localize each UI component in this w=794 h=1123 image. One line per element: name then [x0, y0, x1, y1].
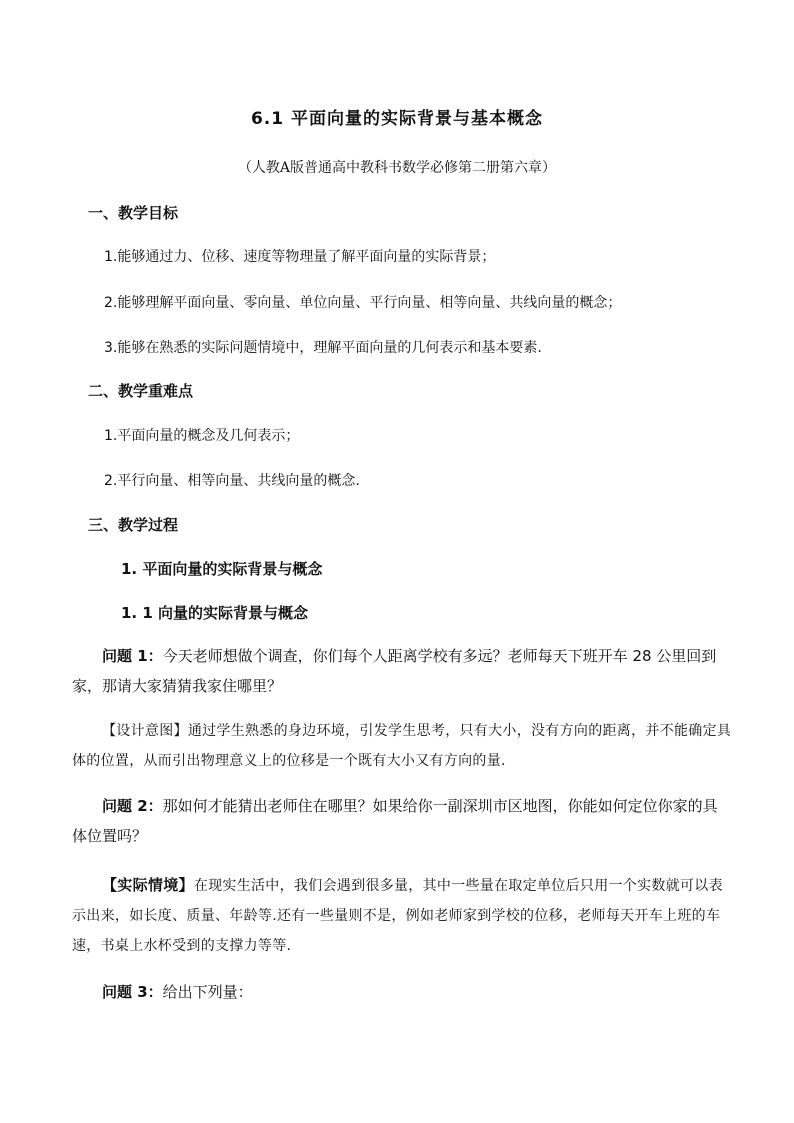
key-point-item-1: 1.平面向量的概念及几何表示； — [104, 428, 300, 444]
objective-item-3: 3.能够在熟悉的实际问题情境中，理解平面向量的几何表示和基本要素. — [104, 340, 542, 356]
page-subtitle: （人教A版普通高中教科书数学必修第二册第六章） — [237, 160, 557, 176]
design-intent-label: 【设计意图】 — [102, 723, 188, 739]
page-title: 6.1 平面向量的实际背景与基本概念 — [250, 109, 544, 129]
question-2-text: 那如何才能猜出老师住在哪里？如果给你一副深圳市区地图，你能如何定位你家的具体位置吗？ — [72, 797, 718, 845]
section-heading-objectives: 一、教学目标 — [88, 204, 179, 222]
question-3-paragraph — [72, 977, 732, 1007]
question-2-paragraph — [72, 791, 732, 851]
real-situation-paragraph — [72, 870, 732, 961]
design-intent-paragraph — [72, 716, 732, 776]
objective-item-2: 2.能够理解平面向量、零向量、单位向量、平行向量、相等向量、共线向量的概念； — [104, 295, 622, 311]
question-3-text: 给出下列量： — [162, 983, 253, 1001]
key-point-item-2: 2.平行向量、相等向量、共线向量的概念. — [104, 473, 360, 489]
subsection-heading-1: 1. 平面向量的实际背景与概念 — [121, 560, 323, 578]
question-2-label: 问题 2： — [102, 797, 163, 815]
question-1-label: 问题 1： — [102, 647, 163, 665]
real-situation-label: 【实际情境】 — [102, 876, 194, 894]
design-intent-text: 通过学生熟悉的身边环境，引发学生思考，只有大小，没有方向的距离，并不能确定具体的位置，从而引出物理意义上的位移是一个既有大小又有方向的量. — [72, 723, 732, 769]
objective-item-1: 1.能够通过力、位移、速度等物理量了解平面向量的实际背景； — [104, 249, 496, 265]
subsection-heading-1-1: 1. 1 向量的实际背景与概念 — [121, 604, 309, 622]
question-1-text: 今天老师想做个调查，你们每个人距离学校有多远？老师每天下班开车 28 公里回到家，那请大家猜猜我家住哪里？ — [72, 647, 717, 695]
real-situation-text: 在现实生活中，我们会遇到很多量，其中一些量在取定单位后只用一个实数就可以表示出来，如长度、质量、年龄等.还有一些量则不是，例如老师家到学校的位移，老师每天开车上班的车速，书桌上水杯受到的支撑力等等. — [72, 878, 723, 954]
question-1-paragraph — [72, 641, 732, 701]
section-heading-key-points: 二、教学重难点 — [88, 382, 194, 400]
question-3-label: 问题 3： — [102, 983, 163, 1001]
section-heading-process: 三、教学过程 — [88, 516, 179, 534]
